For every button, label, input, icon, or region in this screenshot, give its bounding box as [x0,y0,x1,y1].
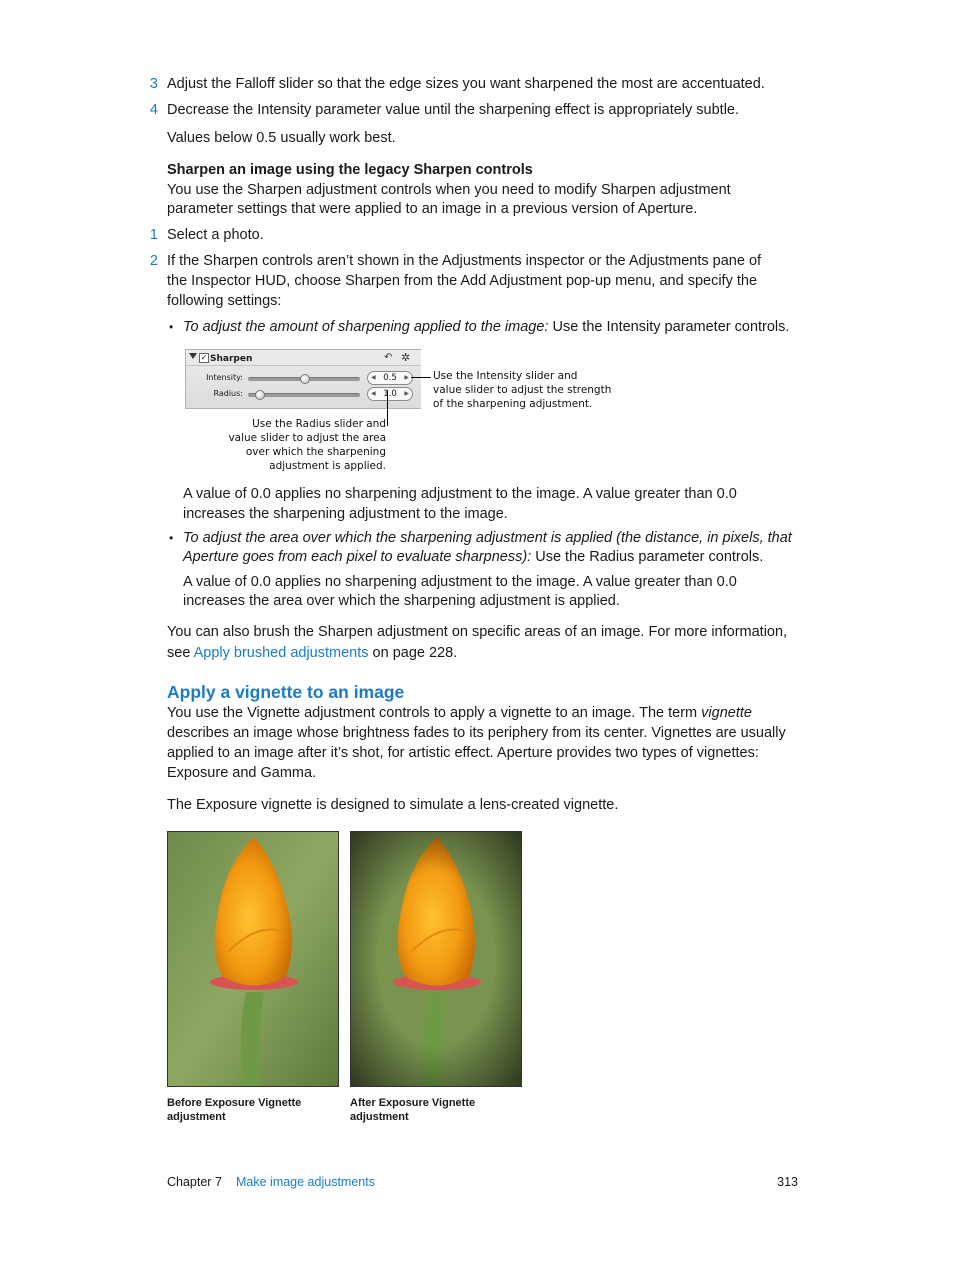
callout-line: of the sharpening adjustment. [433,398,593,410]
paragraph-line: Exposure and Gamma. [167,765,317,781]
text: on page 228. [368,645,458,661]
paragraph-line: increases the area over which the sharpening adjustment is applied. [183,593,620,609]
sharpen-panel [185,349,421,409]
step-text: Select a photo. [167,227,264,243]
page-number: 313 [777,1175,798,1189]
caption-line: After Exposure Vignette [350,1097,476,1109]
text: see [167,645,194,661]
apply-brushed-adjustments-link[interactable]: Apply brushed adjustments [193,645,369,661]
before-vignette-photo [167,831,339,1087]
section-heading: Apply a vignette to an image [167,682,405,702]
caption-line: adjustment [167,1111,226,1123]
radius-slider-knob[interactable] [255,390,265,400]
callout-line: Use the Intensity slider and [433,370,578,382]
step-text: If the Sharpen controls aren’t shown in the Adjustments inspector or the Adjustments pane of [167,253,762,269]
step-text: following settings: [167,293,282,309]
bullet-text [183,547,763,567]
callout-radius [200,417,386,473]
increment-arrow-icon[interactable]: ▶ [404,374,409,381]
step-number: 4 [149,102,158,118]
radius-value: 1.0 [383,389,397,399]
radius-label: Radius: [213,389,243,398]
reset-icon[interactable]: ↶ [384,352,393,363]
callout-line: value slider to adjust the strength [433,384,612,396]
panel-title: Sharpen [210,354,253,364]
step-number: 2 [149,253,158,269]
callout-leader [387,390,388,426]
paragraph-line: A value of 0.0 applies no sharpening adjustment to the image. A value greater than 0.0 [183,486,737,502]
intensity-value: 0.5 [383,373,397,383]
text: You use the Vignette adjustment controls to apply a vignette to an image. The term [167,705,702,721]
step-text: Decrease the Intensity parameter value until the sharpening effect is appropriately subtle. [167,102,740,118]
step-text: the Inspector HUD, choose Sharpen from the Add Adjustment pop-up menu, and specify the [167,273,758,289]
callout-line: Use the Radius slider and [252,418,386,430]
paragraph-line: increases the sharpening adjustment to the image. [183,506,508,522]
bullet-marker: • [169,320,174,334]
step-number: 1 [149,227,158,243]
caption-line: Before Exposure Vignette [167,1097,302,1109]
radius-value-slider[interactable] [367,387,413,401]
flower-image [351,832,521,1086]
enable-checkbox[interactable]: ✓ [200,353,208,362]
callout-line: adjustment is applied. [269,460,386,472]
paragraph-line: A value of 0.0 applies no sharpening adjustment to the image. A value greater than 0.0 [183,574,737,590]
decrement-arrow-icon[interactable]: ◀ [371,374,376,381]
callout-line: value slider to adjust the area [228,432,386,444]
caption-after [350,1096,475,1124]
legacy-intro-line: parameter settings that were applied to an image in a previous version of Aperture. [167,201,698,217]
bullet-marker: • [169,531,174,545]
intensity-label: Intensity: [206,373,243,382]
callout-intensity [433,369,611,411]
footer-chapter: Chapter 7 [167,1175,222,1189]
bullet-rest: Use the Intensity parameter controls. [548,319,790,335]
legacy-intro-line: You use the Sharpen adjustment controls when you need to modify Sharpen adjustment [167,182,731,198]
bullet-lead: Aperture goes from each pixel to evaluate sharpness): [183,549,532,565]
step-text: Adjust the Falloff slider so that the edge sizes you want sharpened the most are accentuated. [167,76,765,92]
bullet-lead: To adjust the area over which the sharpening adjustment is applied (the distance, in pixels, that [183,530,792,546]
term: vignette [701,705,752,721]
step-number: 3 [149,76,158,92]
paragraph-line: describes an image whose brightness fades to its periphery from its center. Vignettes are usually [167,725,786,741]
after-vignette-photo [350,831,522,1087]
divider [186,365,421,366]
paragraph-line: You can also brush the Sharpen adjustment on specific areas of an image. For more information, [167,624,788,640]
gear-icon[interactable]: ✲ [401,352,411,364]
bullet-lead: To adjust the amount of sharpening applied to the image: [183,319,549,335]
bullet-rest: Use the Radius parameter controls. [531,549,764,565]
callout-leader [411,377,431,378]
intensity-slider-knob[interactable] [300,374,310,384]
intensity-value-slider[interactable] [367,371,413,385]
legacy-heading: Sharpen an image using the legacy Sharpen controls [167,162,533,178]
paragraph-line: applied to an image after it’s shot, for artistic effect. Aperture provides two types of vignettes: [167,745,759,761]
paragraph-line: The Exposure vignette is designed to simulate a lens-created vignette. [167,797,619,813]
paragraph-line [167,703,752,723]
flower-image [168,832,338,1086]
caption-line: adjustment [350,1111,409,1123]
increment-arrow-icon[interactable]: ▶ [404,390,409,397]
paragraph-line [167,643,457,663]
callout-line: over which the sharpening [245,446,386,458]
decrement-arrow-icon[interactable]: ◀ [371,390,376,397]
footer-chapter-link[interactable]: Make image adjustments [236,1175,375,1189]
disclosure-triangle-icon[interactable] [189,353,197,359]
caption-before [167,1096,301,1124]
values-note: Values below 0.5 usually work best. [167,130,396,146]
bullet-text [183,317,789,337]
